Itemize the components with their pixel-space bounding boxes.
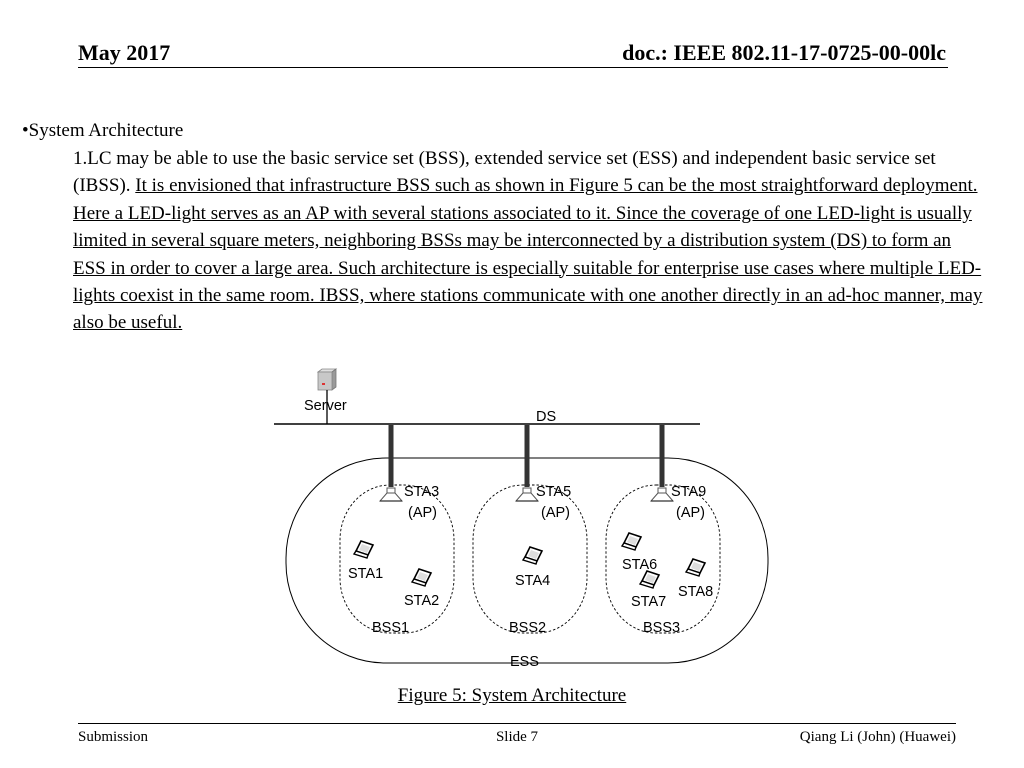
station-label: STA8 [678, 584, 714, 600]
footer-submission: Submission [78, 729, 149, 745]
ap-role-label: (AP) [408, 505, 437, 521]
header-date: May 2017 [78, 40, 171, 65]
body-plain-text: 1.LC may be able to use the basic service set (BSS), extended service set (ESS) and independent basic service set (IBSS). [73, 148, 936, 197]
ds-label: DS [536, 409, 557, 425]
footer-slide-number: Slide 7 [495, 729, 539, 745]
footer-divider [78, 723, 956, 724]
bss-label: BSS2 [509, 620, 547, 636]
ap-role-label: (AP) [676, 505, 705, 521]
server-label: Server [304, 398, 347, 414]
laptop-icon [412, 569, 431, 586]
laptop-icon [686, 559, 705, 576]
station-label: STA6 [622, 557, 658, 573]
ap-name-label: STA5 [536, 484, 572, 500]
led-light-ap-icon [516, 488, 538, 501]
station-label: STA4 [515, 573, 551, 589]
ess-label: ESS [510, 654, 540, 670]
footer-author: Qiang Li (John) (Huawei) [799, 729, 956, 745]
laptop-icon [640, 571, 659, 588]
section-heading: •System Architecture [22, 120, 184, 141]
laptop-icon [622, 533, 641, 550]
bss-label: BSS1 [372, 620, 410, 636]
ap-role-label: (AP) [541, 505, 570, 521]
header-doc-id: doc.: IEEE 802.11-17-0725-00-00lc [622, 40, 946, 65]
bss-label: BSS3 [643, 620, 681, 636]
ap-name-label: STA9 [671, 484, 707, 500]
led-light-ap-icon [651, 488, 673, 501]
station-label: STA7 [631, 594, 667, 610]
station-label: STA1 [348, 566, 384, 582]
body-underlined-text: It is envisioned that infrastructure BSS such as shown in Figure 5 can be the most straightforward deployment. Here a LED-light serves as an AP with several stations associated to it. Since the coverage of one LED-light is usually limited in several square meters, neighboring BSSs may be interconnected by a distribution system (DS) to form an ESS in order to cover a large area. Such architecture is especially suitable for enterprise use cases where multiple LED-lights coexist in the same room. IBSS, where stations communicate with one another directly in an ad-hoc manner, may also be useful. [73, 175, 983, 334]
station-label: STA2 [404, 593, 440, 609]
ap-name-label: STA3 [404, 484, 440, 500]
server-icon [318, 369, 336, 390]
laptop-icon [354, 541, 373, 558]
led-light-ap-icon [380, 488, 402, 501]
laptop-icon [523, 547, 542, 564]
figure-caption: Figure 5: System Architecture [397, 685, 627, 706]
